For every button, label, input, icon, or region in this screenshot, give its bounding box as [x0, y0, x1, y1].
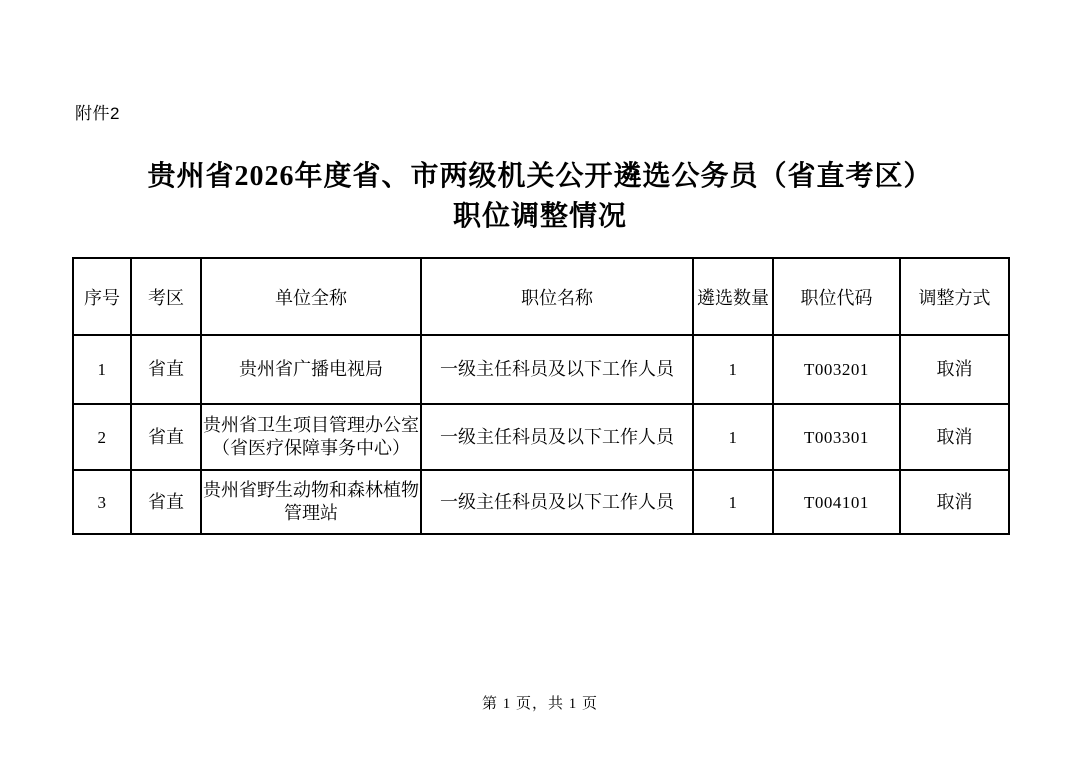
- table-header-row: [73, 258, 1009, 335]
- cell-district: 省直: [131, 335, 201, 404]
- cell-position: 一级主任科员及以下工作人员: [421, 470, 693, 534]
- cell-adjustment: 取消: [900, 404, 1009, 470]
- cell-adjustment: 取消: [900, 470, 1009, 534]
- cell-count: 1: [693, 470, 773, 534]
- header-unit: 单位全称: [201, 258, 421, 335]
- cell-count: 1: [693, 335, 773, 404]
- page-number-footer: 第 1 页，共 1 页: [481, 696, 598, 712]
- header-district: 考区: [131, 258, 201, 335]
- cell-district: 省直: [131, 470, 201, 534]
- cell-count: 1: [693, 404, 773, 470]
- table-row: [73, 470, 1009, 534]
- attachment-label: 附件2: [75, 104, 120, 123]
- cell-position: 一级主任科员及以下工作人员: [421, 404, 693, 470]
- cell-code: T003301: [773, 404, 900, 470]
- header-seq: 序号: [73, 258, 131, 335]
- table-row: [73, 404, 1009, 470]
- page-title-line2: 职位调整情况: [452, 201, 627, 232]
- header-adjustment: 调整方式: [900, 258, 1009, 335]
- cell-district: 省直: [131, 404, 201, 470]
- page-title: [0, 157, 1080, 237]
- cell-unit: 贵州省卫生项目管理办公室（省医疗保障事务中心）: [201, 404, 421, 470]
- cell-code: T003201: [773, 335, 900, 404]
- cell-seq: 1: [73, 335, 131, 404]
- header-count: 遴选数量: [693, 258, 773, 335]
- cell-code: T004101: [773, 470, 900, 534]
- cell-position: 一级主任科员及以下工作人员: [421, 335, 693, 404]
- cell-unit: 贵州省广播电视局: [201, 335, 421, 404]
- cell-seq: 2: [73, 404, 131, 470]
- cell-seq: 3: [73, 470, 131, 534]
- header-position: 职位名称: [421, 258, 693, 335]
- cell-unit: 贵州省野生动物和森林植物管理站: [201, 470, 421, 534]
- position-adjustment-table: [72, 257, 1010, 535]
- header-code: 职位代码: [773, 258, 900, 335]
- table-row: [73, 335, 1009, 404]
- cell-adjustment: 取消: [900, 335, 1009, 404]
- page-title-line1: 贵州省2026年度省、市两级机关公开遴选公务员（省直考区）: [147, 161, 933, 192]
